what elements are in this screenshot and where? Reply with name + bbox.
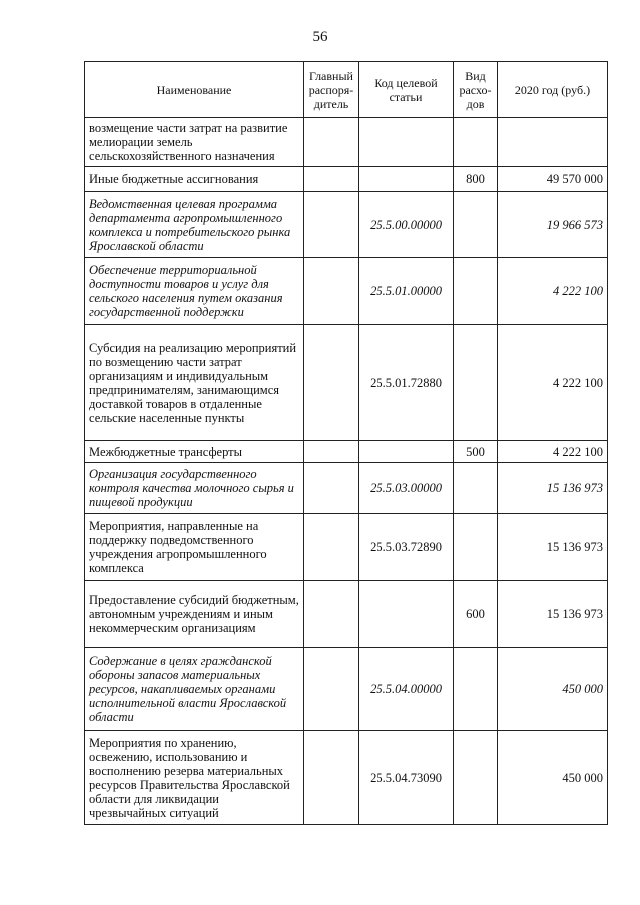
table-header-row	[85, 62, 608, 118]
row-expense-type-cell	[454, 463, 498, 514]
table-row	[85, 258, 608, 325]
table-row	[85, 167, 608, 192]
header-expense-type: Вид расхо-дов	[454, 62, 498, 118]
row-amount-cell: 15 136 973	[498, 514, 608, 581]
row-expense-type-cell	[454, 731, 498, 825]
row-name-cell: Предоставление субсидий бюджетным, автономным учреждениям и иным некоммерческим организациям	[85, 581, 304, 648]
row-manager-cell	[304, 192, 359, 258]
row-name-cell: Межбюджетные трансферты	[85, 441, 304, 463]
row-amount-cell	[498, 118, 608, 167]
table-row	[85, 441, 608, 463]
row-name-cell: Мероприятия, направленные на поддержку подведомственного учреждения агропромышленного комплекса	[85, 514, 304, 581]
row-manager-cell	[304, 731, 359, 825]
row-manager-cell	[304, 581, 359, 648]
row-manager-cell	[304, 167, 359, 192]
row-expense-type-cell	[454, 258, 498, 325]
table-body	[85, 118, 608, 825]
table-row	[85, 514, 608, 581]
row-code-cell	[359, 581, 454, 648]
row-code-cell: 25.5.01.72880	[359, 325, 454, 441]
table-row	[85, 731, 608, 825]
row-amount-cell: 49 570 000	[498, 167, 608, 192]
row-manager-cell	[304, 118, 359, 167]
row-code-cell	[359, 441, 454, 463]
row-amount-cell: 4 222 100	[498, 325, 608, 441]
row-manager-cell	[304, 648, 359, 731]
table-row	[85, 118, 608, 167]
row-code-cell	[359, 118, 454, 167]
row-amount-cell: 4 222 100	[498, 441, 608, 463]
row-code-cell: 25.5.01.00000	[359, 258, 454, 325]
row-expense-type-cell: 800	[454, 167, 498, 192]
row-expense-type-cell	[454, 514, 498, 581]
row-amount-cell: 15 136 973	[498, 581, 608, 648]
row-name-cell: Ведомственная целевая программа департамента агропромышленного комплекса и потребительского рынка Ярославской области	[85, 192, 304, 258]
row-manager-cell	[304, 514, 359, 581]
row-expense-type-cell	[454, 325, 498, 441]
row-expense-type-cell	[454, 192, 498, 258]
row-expense-type-cell	[454, 648, 498, 731]
row-name-cell: Субсидия на реализацию мероприятий по возмещению части затрат организациям и индивидуальным предпринимателям, занимающимся доставкой товаров в отдаленные сельские населенные пункты	[85, 325, 304, 441]
row-manager-cell	[304, 463, 359, 514]
row-code-cell: 25.5.04.73090	[359, 731, 454, 825]
table-row	[85, 192, 608, 258]
row-expense-type-cell	[454, 118, 498, 167]
row-name-cell: Мероприятия по хранению, освежению, использованию и восполнению резерва материальных ресурсов Правительства Ярославской области для ликвидации чрезвычайных ситуаций	[85, 731, 304, 825]
row-name-cell: возмещение части затрат на развитие мелиорации земель сельскохозяйственного назначения	[85, 118, 304, 167]
row-expense-type-cell: 600	[454, 581, 498, 648]
row-amount-cell: 15 136 973	[498, 463, 608, 514]
row-amount-cell: 450 000	[498, 731, 608, 825]
row-code-cell: 25.5.03.72890	[359, 514, 454, 581]
row-amount-cell: 19 966 573	[498, 192, 608, 258]
row-code-cell: 25.5.04.00000	[359, 648, 454, 731]
row-name-cell: Иные бюджетные ассигнования	[85, 167, 304, 192]
header-year-amount: 2020 год (руб.)	[498, 62, 608, 118]
row-code-cell	[359, 167, 454, 192]
row-expense-type-cell: 500	[454, 441, 498, 463]
table-row	[85, 325, 608, 441]
header-target-code: Код целевой статьи	[359, 62, 454, 118]
header-main-manager: Главный распоря-дитель	[304, 62, 359, 118]
row-code-cell: 25.5.00.00000	[359, 192, 454, 258]
row-name-cell: Содержание в целях гражданской обороны запасов материальных ресурсов, накапливаемых органами исполнительной власти Ярославской области	[85, 648, 304, 731]
row-amount-cell: 4 222 100	[498, 258, 608, 325]
row-amount-cell: 450 000	[498, 648, 608, 731]
row-name-cell: Обеспечение территориальной доступности товаров и услуг для сельского населения путем оказания государственной поддержки	[85, 258, 304, 325]
row-code-cell: 25.5.03.00000	[359, 463, 454, 514]
table-row	[85, 463, 608, 514]
table-row	[85, 648, 608, 731]
budget-table	[84, 61, 608, 825]
row-manager-cell	[304, 441, 359, 463]
header-name: Наименование	[85, 62, 304, 118]
row-name-cell: Организация государственного контроля качества молочного сырья и пищевой продукции	[85, 463, 304, 514]
page-number: 56	[312, 29, 328, 45]
row-manager-cell	[304, 258, 359, 325]
row-manager-cell	[304, 325, 359, 441]
table-row	[85, 581, 608, 648]
